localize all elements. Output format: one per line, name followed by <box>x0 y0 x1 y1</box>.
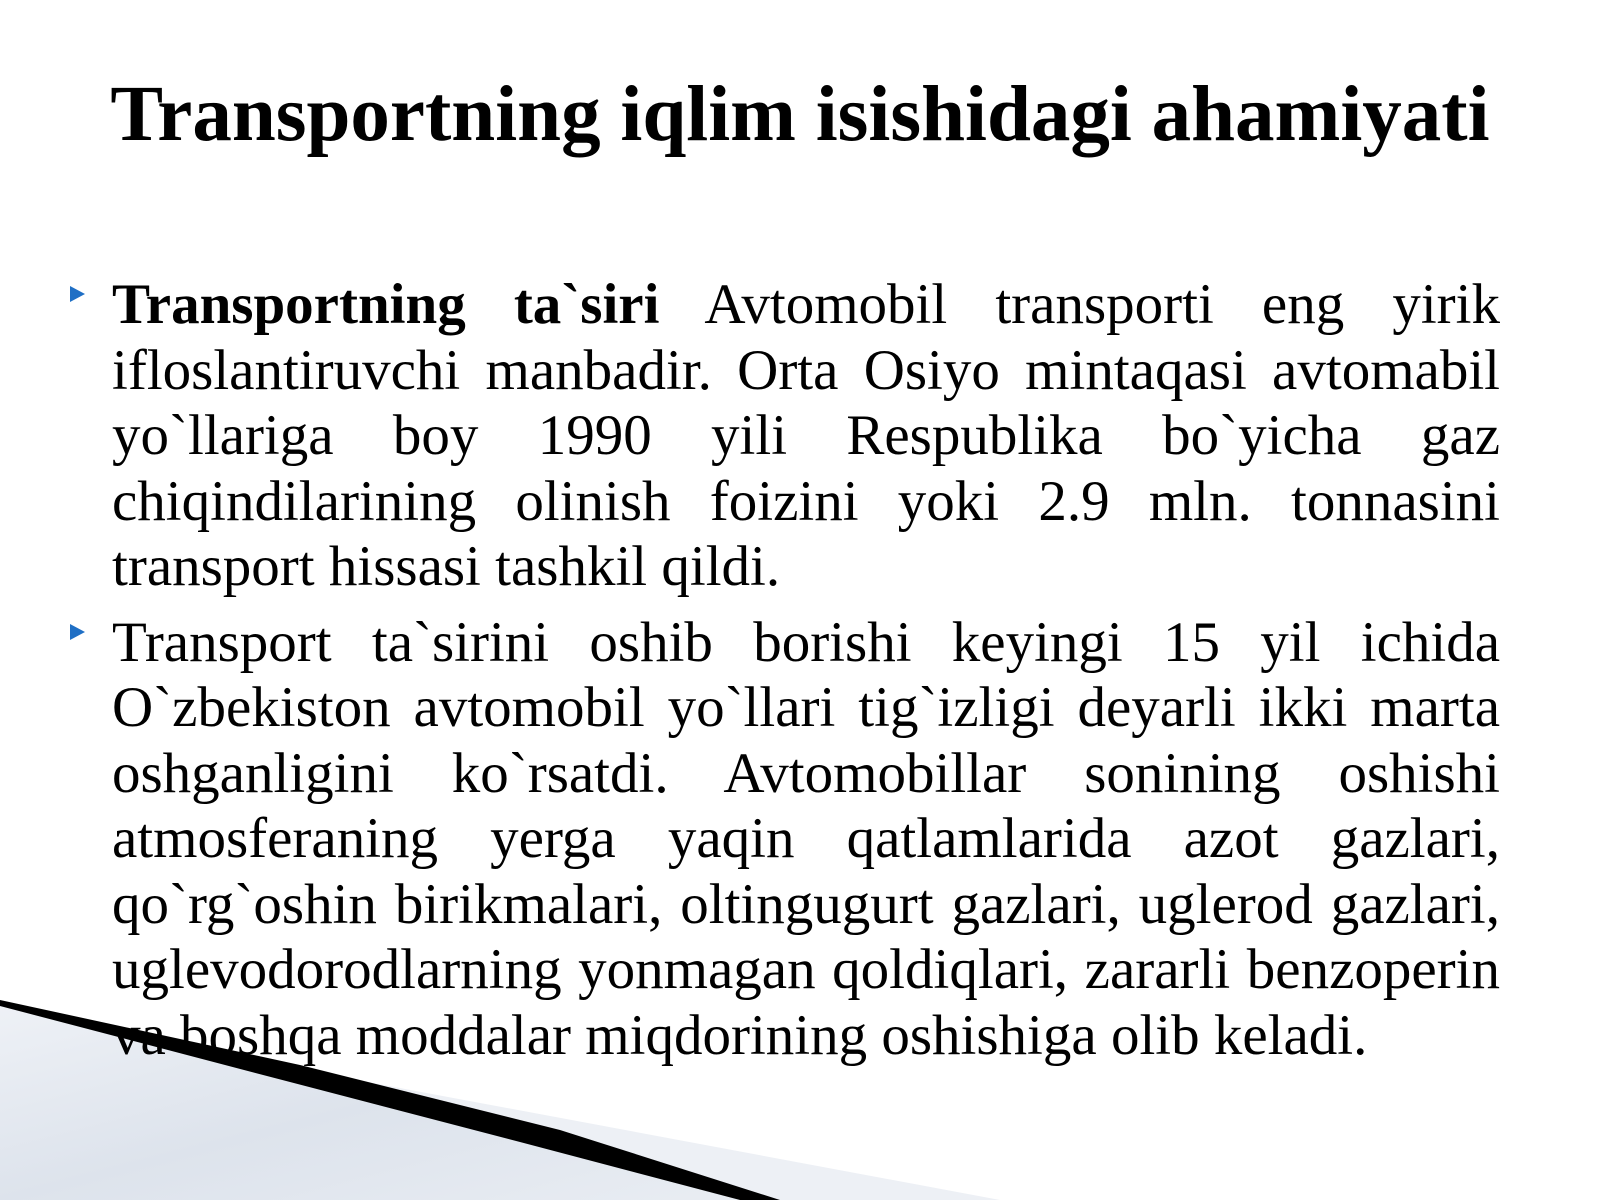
bullet-item <box>58 610 1500 1069</box>
triangle-bullet-icon <box>70 286 85 302</box>
bullet-text: Avtomobil transporti eng yirik ifloslantiruvchi manbadir. Orta Osiyo mintaqasi avtomabil yo`llariga boy 1990 yili Respublika bo`yicha gaz chiqindilarining olinish foizini yoki 2.9 mln. tonnasini transport hissasi tashkil qildi. <box>112 273 1500 598</box>
slide-title: Transportning iqlim isishidagi ahamiyati <box>110 71 1490 158</box>
triangle-bullet-icon <box>70 624 85 640</box>
bullet-item <box>58 272 1500 600</box>
bullet-text: Transport ta`sirini oshib borishi keyingi 15 yil ichida O`zbekiston avtomobil yo`llari tig`izligi deyarli ikki marta oshganligini ko`rsatdi. Avtomobillar sonining oshishi atmosferaning yerga yaqin qatlamlarida azot gazlari, qo`rg`oshin birikmalari, oltingugurt gazlari, uglerod gazlari, uglevodorodlarning yonmagan qoldiqlari, zararli benzoperin va boshqa moddalar miqdorining oshishiga olib keladi. <box>112 610 1500 1067</box>
bullet-lead: Transportning ta`siri <box>112 273 660 336</box>
bullet-list <box>58 272 1500 1068</box>
